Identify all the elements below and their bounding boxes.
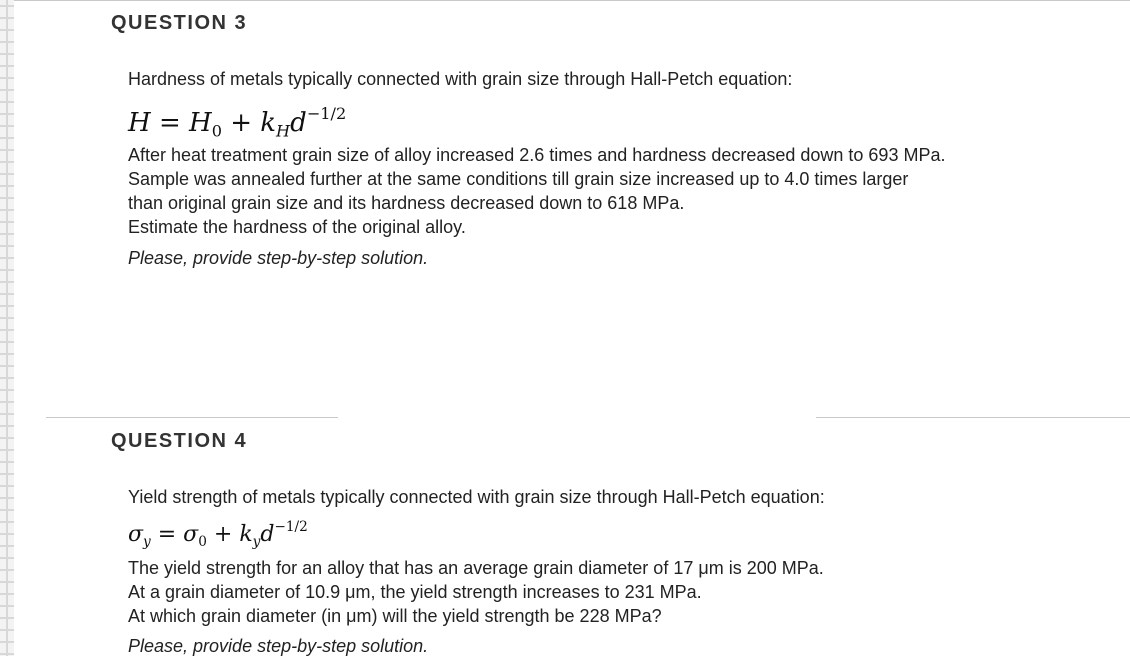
question-4-line-3: At which grain diameter (in μm) will the yield strength be 228 MPa? <box>128 606 662 626</box>
formula-term: σ <box>183 522 199 548</box>
formula-exponent: −1/2 <box>306 104 347 123</box>
top-divider <box>14 0 1130 1</box>
divider-right <box>816 417 1130 418</box>
divider-left <box>46 417 338 418</box>
question-4-line-1: The yield strength for an alloy that has an average grain diameter of 17 μm is 200 MPa. <box>128 558 824 578</box>
formula-equals: = <box>158 108 181 139</box>
formula-k-sub: H <box>276 121 291 141</box>
formula-term-sub: 0 <box>211 121 222 141</box>
formula-plus: + <box>230 108 253 139</box>
formula-k: k <box>239 522 253 548</box>
formula-term: H <box>189 108 212 139</box>
question-3-line-2: Sample was annealed further at the same conditions till grain size increased up to 4.0 times larger <box>128 169 909 189</box>
formula-k: k <box>260 108 277 139</box>
left-gutter-pattern <box>0 0 14 656</box>
question-3-line-4: Estimate the hardness of the original alloy. <box>128 217 466 237</box>
question-3-instruction: Please, provide step-by-step solution. <box>128 248 429 268</box>
question-4-intro: Yield strength of metals typically connected with grain size through Hall-Petch equation: <box>128 487 825 507</box>
formula-plus: + <box>213 522 233 548</box>
question-4-line-2: At a grain diameter of 10.9 μm, the yield strength increases to 231 MPa. <box>128 582 702 602</box>
formula-term-sub: 0 <box>198 533 207 550</box>
formula-lhs: σ <box>128 522 144 548</box>
question-3-intro: Hardness of metals typically connected with grain size through Hall-Petch equation: <box>128 69 793 89</box>
question-4-formula <box>128 512 308 557</box>
question-3-title: QUESTION 3 <box>111 12 248 34</box>
formula-d: d <box>290 108 307 139</box>
formula-lhs-sub: y <box>143 533 151 550</box>
formula-exponent: −1/2 <box>274 519 308 535</box>
formula-equals: = <box>157 522 177 548</box>
formula-d: d <box>260 522 275 548</box>
formula-k-sub: y <box>252 533 261 550</box>
question-3-line-3: than original grain size and its hardness decreased down to 618 MPa. <box>128 193 685 213</box>
question-3-formula <box>128 97 346 149</box>
question-3-line-1: After heat treatment grain size of alloy increased 2.6 times and hardness decreased down to 693 MPa. <box>128 145 946 165</box>
formula-lhs: H <box>128 108 151 139</box>
question-4-title: QUESTION 4 <box>111 430 248 452</box>
question-4-instruction: Please, provide step-by-step solution. <box>128 636 429 656</box>
